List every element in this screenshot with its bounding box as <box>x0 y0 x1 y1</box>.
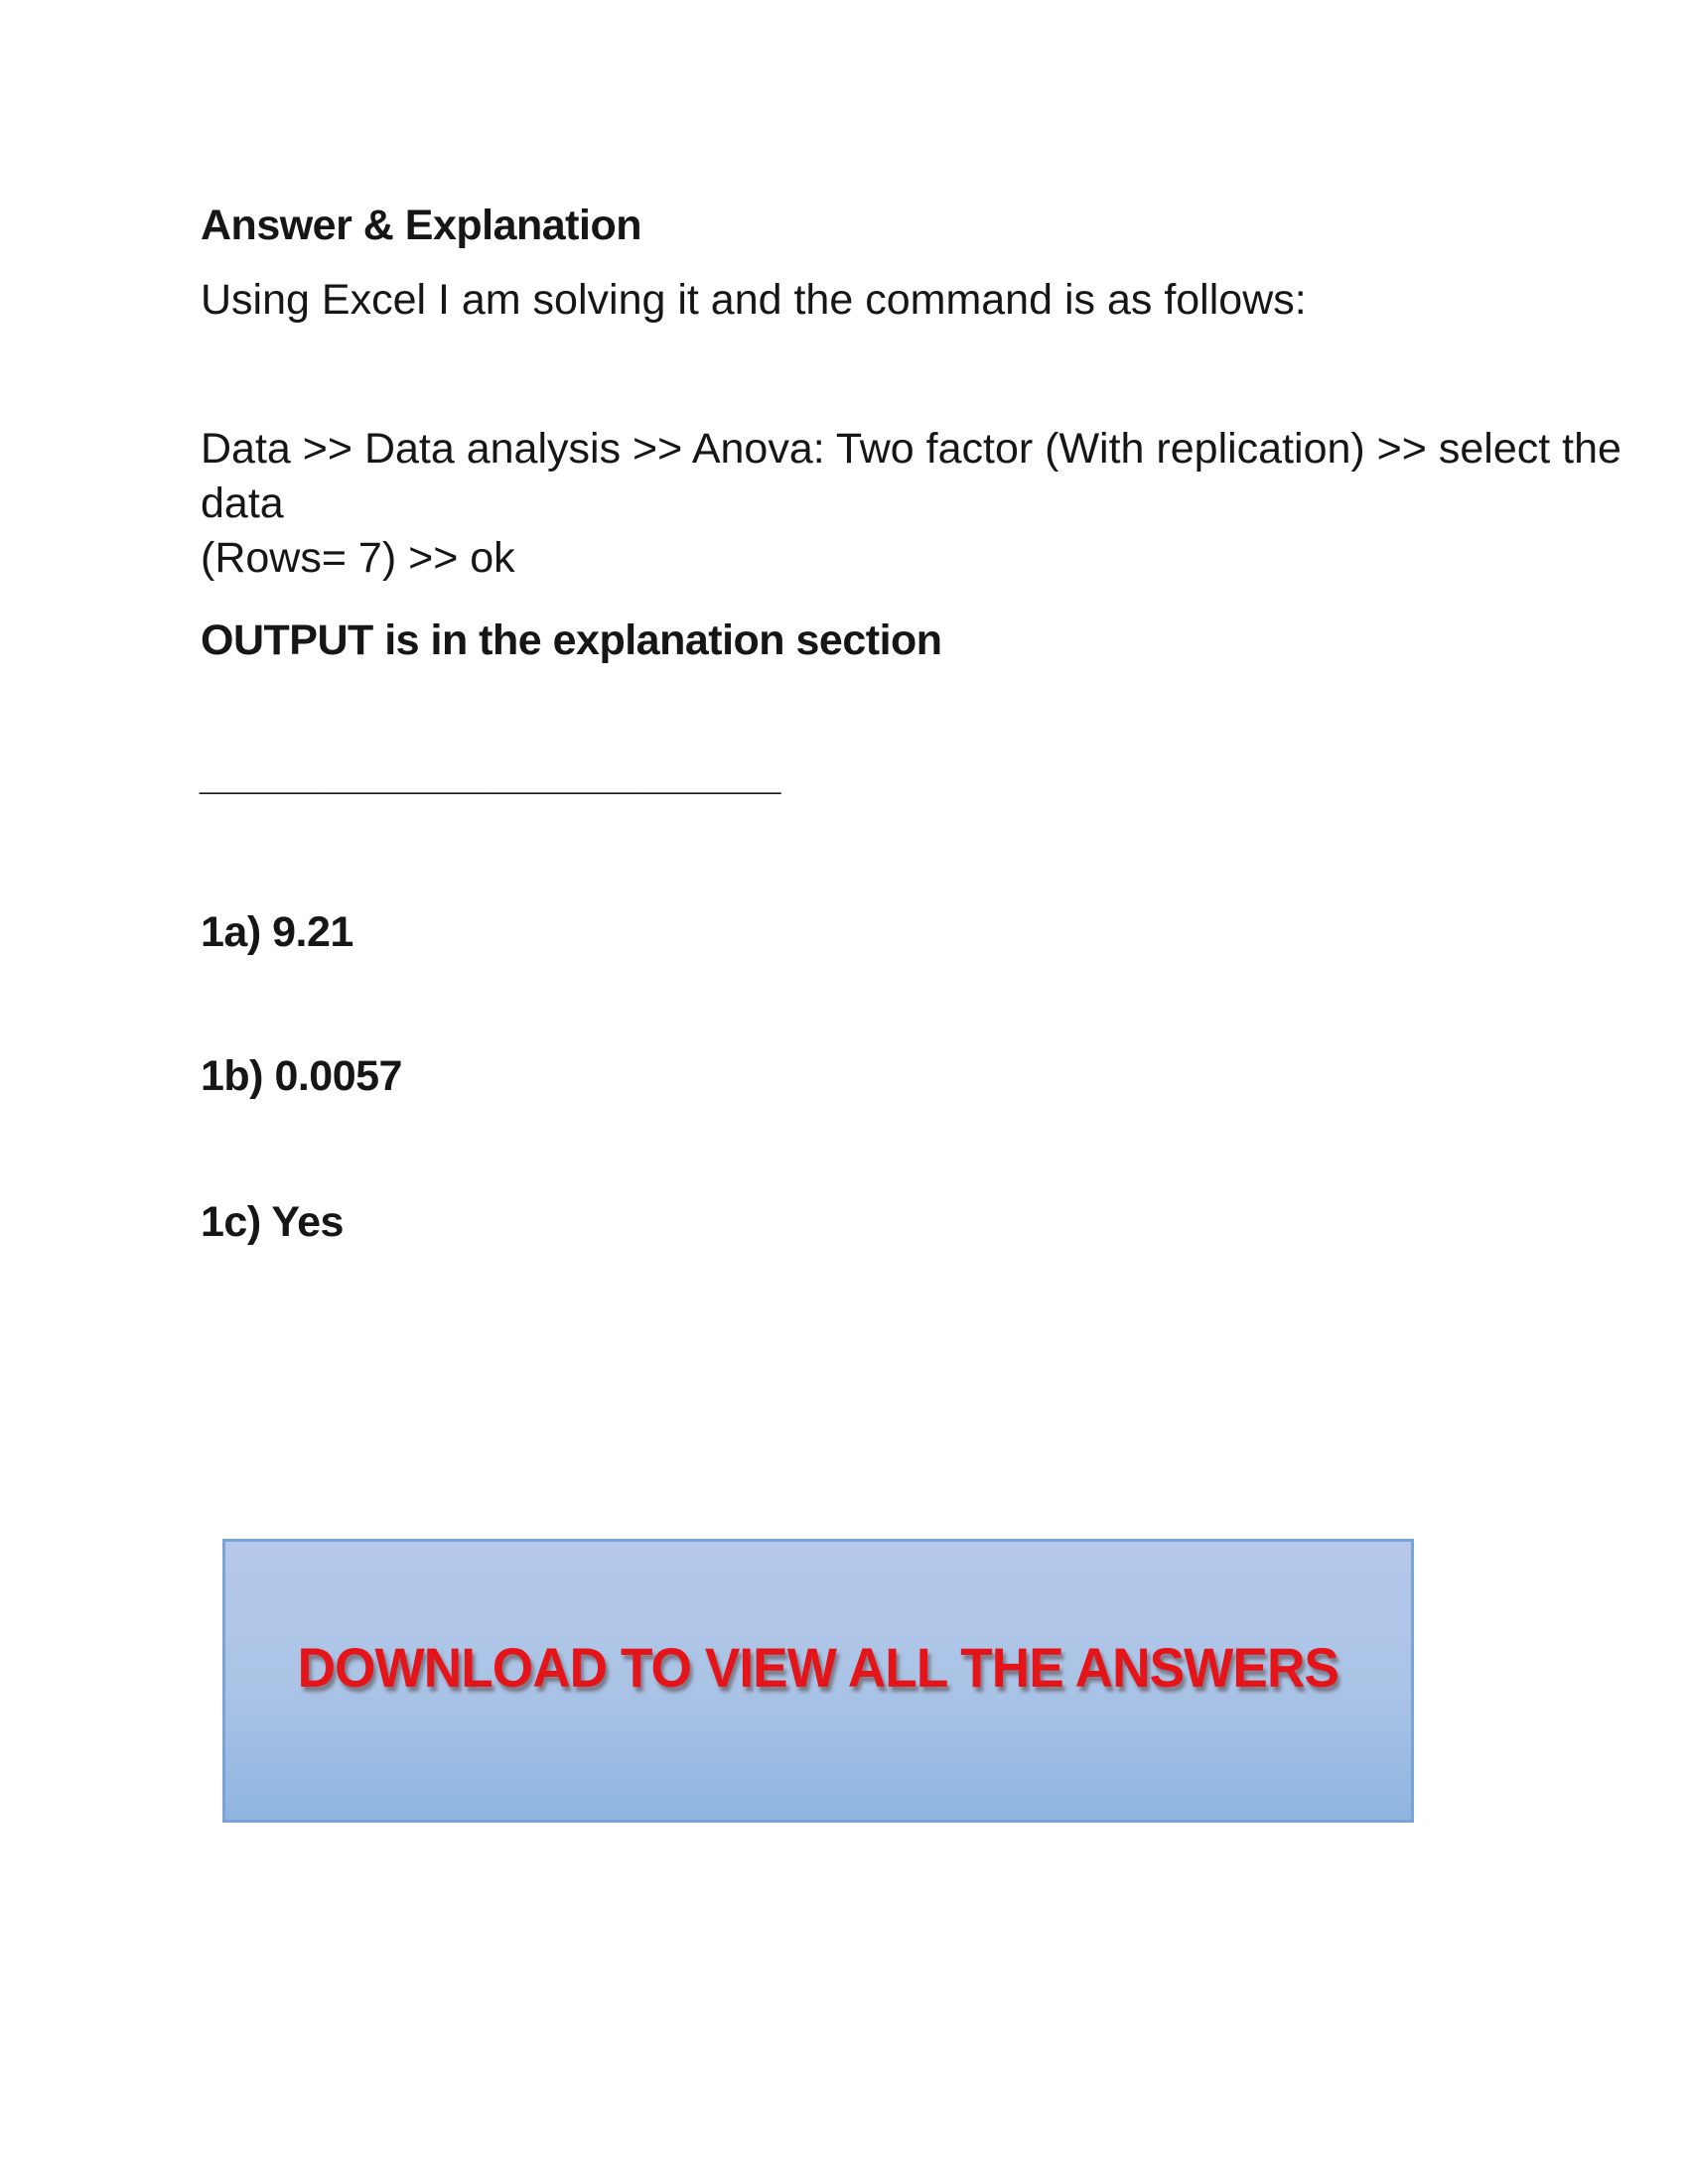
download-banner[interactable] <box>222 1539 1414 1823</box>
answer-1b: 1b) 0.0057 <box>201 1052 402 1100</box>
output-note: OUTPUT is in the explanation section <box>201 616 942 664</box>
divider-line: ________________________ <box>200 751 781 799</box>
command-line-1: Data >> Data analysis >> Anova: Two factor (With replication) >> select the data <box>201 425 1621 527</box>
answer-1c: 1c) Yes <box>201 1198 344 1246</box>
excel-command-paragraph <box>201 422 1688 586</box>
answer-1a: 1a) 9.21 <box>201 908 353 956</box>
download-banner-label: DOWNLOAD TO VIEW ALL THE ANSWERS <box>297 1635 1339 1699</box>
intro-text: Using Excel I am solving it and the command is as follows: <box>201 276 1307 324</box>
answer-explanation-heading: Answer & Explanation <box>201 202 641 249</box>
command-line-2: (Rows= 7) >> ok <box>201 534 515 582</box>
